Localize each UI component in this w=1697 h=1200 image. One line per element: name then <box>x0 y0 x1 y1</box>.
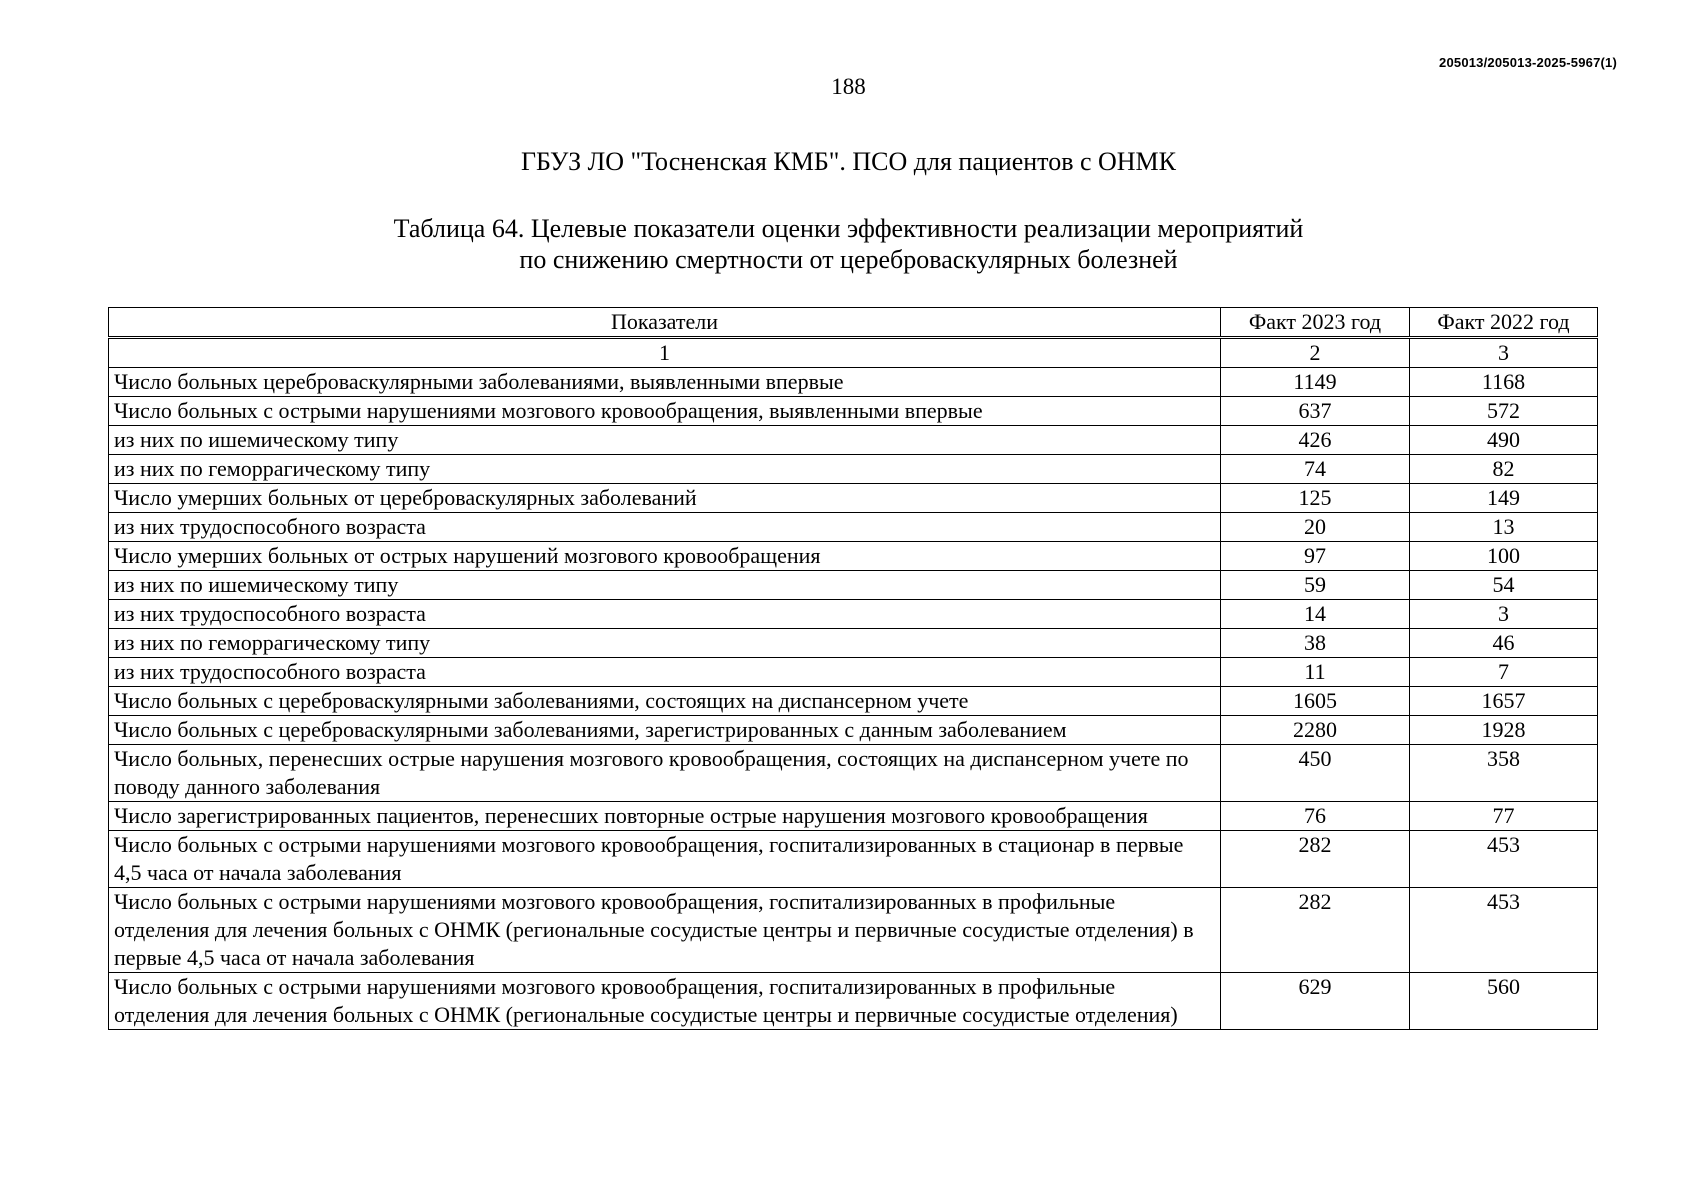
indicator-cell: из них по геморрагическому типу <box>109 629 1221 658</box>
fact-2023-cell: 76 <box>1221 802 1410 831</box>
fact-2022-cell: 560 <box>1410 973 1598 1030</box>
table-row <box>109 455 1598 484</box>
fact-2023-cell: 20 <box>1221 513 1410 542</box>
fact-2022-cell: 46 <box>1410 629 1598 658</box>
column-number-row <box>109 338 1598 368</box>
fact-2022-cell: 1168 <box>1410 368 1598 397</box>
table-row <box>109 484 1598 513</box>
column-number-3: 3 <box>1410 338 1598 368</box>
fact-2022-cell: 358 <box>1410 745 1598 802</box>
fact-2023-cell: 1605 <box>1221 687 1410 716</box>
fact-2023-cell: 2280 <box>1221 716 1410 745</box>
fact-2023-cell: 59 <box>1221 571 1410 600</box>
table-row <box>109 397 1598 426</box>
table-row <box>109 513 1598 542</box>
table-title <box>0 213 1697 275</box>
fact-2023-cell: 629 <box>1221 973 1410 1030</box>
fact-2023-cell: 125 <box>1221 484 1410 513</box>
indicator-cell: из них трудоспособного возраста <box>109 600 1221 629</box>
table-row <box>109 426 1598 455</box>
indicator-cell: из них трудоспособного возраста <box>109 658 1221 687</box>
indicator-cell: Число больных, перенесших острые нарушения мозгового кровообращения, состоящих на диспансерном учете по поводу данного заболевания <box>109 745 1221 802</box>
header-indicators: Показатели <box>109 308 1221 338</box>
fact-2023-cell: 14 <box>1221 600 1410 629</box>
indicator-cell: Число больных с острыми нарушениями мозгового кровообращения, госпитализированных в профильные отделения для лечения больных с ОНМК (региональные сосудистые центры и первичные сосудистые отделения) <box>109 973 1221 1030</box>
column-number-2: 2 <box>1221 338 1410 368</box>
fact-2022-cell: 149 <box>1410 484 1598 513</box>
table-row <box>109 571 1598 600</box>
table-header-row <box>109 308 1598 338</box>
indicators-table <box>108 307 1598 1030</box>
page-number: 188 <box>831 74 866 99</box>
column-number-1: 1 <box>109 338 1221 368</box>
indicator-cell: из них трудоспособного возраста <box>109 513 1221 542</box>
fact-2022-cell: 453 <box>1410 831 1598 888</box>
fact-2023-cell: 282 <box>1221 831 1410 888</box>
fact-2022-cell: 7 <box>1410 658 1598 687</box>
fact-2023-cell: 450 <box>1221 745 1410 802</box>
fact-2023-cell: 637 <box>1221 397 1410 426</box>
indicator-cell: Число зарегистрированных пациентов, перенесших повторные острые нарушения мозгового кровообращения <box>109 802 1221 831</box>
indicator-cell: Число больных с острыми нарушениями мозгового кровообращения, госпитализированных в профильные отделения для лечения больных с ОНМК (региональные сосудистые центры и первичные сосудистые отделения) в первые 4,5 часа от начала заболевания <box>109 888 1221 973</box>
fact-2022-cell: 1928 <box>1410 716 1598 745</box>
fact-2023-cell: 282 <box>1221 888 1410 973</box>
fact-2023-cell: 1149 <box>1221 368 1410 397</box>
indicator-cell: Число больных цереброваскулярными заболеваниями, выявленными впервые <box>109 368 1221 397</box>
table-row <box>109 658 1598 687</box>
table-row <box>109 542 1598 571</box>
table-row <box>109 600 1598 629</box>
table-row <box>109 802 1598 831</box>
indicator-cell: Число больных с острыми нарушениями мозгового кровообращения, госпитализированных в стационар в первые 4,5 часа от начала заболевания <box>109 831 1221 888</box>
table-row <box>109 716 1598 745</box>
indicator-cell: из них по ишемическому типу <box>109 571 1221 600</box>
fact-2022-cell: 82 <box>1410 455 1598 484</box>
table-row <box>109 745 1598 802</box>
fact-2023-cell: 74 <box>1221 455 1410 484</box>
table-row <box>109 831 1598 888</box>
fact-2022-cell: 572 <box>1410 397 1598 426</box>
fact-2022-cell: 100 <box>1410 542 1598 571</box>
table-row <box>109 368 1598 397</box>
fact-2022-cell: 1657 <box>1410 687 1598 716</box>
indicator-cell: Число умерших больных от острых нарушений мозгового кровообращения <box>109 542 1221 571</box>
fact-2022-cell: 77 <box>1410 802 1598 831</box>
indicator-cell: Число больных с острыми нарушениями мозгового кровообращения, выявленными впервые <box>109 397 1221 426</box>
indicator-cell: Число больных с цереброваскулярными заболеваниями, зарегистрированных с данным заболеванием <box>109 716 1221 745</box>
fact-2022-cell: 54 <box>1410 571 1598 600</box>
fact-2022-cell: 490 <box>1410 426 1598 455</box>
table-title-line-1: Таблица 64. Целевые показатели оценки эффективности реализации мероприятий <box>393 214 1304 243</box>
fact-2022-cell: 453 <box>1410 888 1598 973</box>
table-row <box>109 629 1598 658</box>
fact-2022-cell: 13 <box>1410 513 1598 542</box>
fact-2022-cell: 3 <box>1410 600 1598 629</box>
fact-2023-cell: 11 <box>1221 658 1410 687</box>
indicator-cell: Число умерших больных от цереброваскулярных заболеваний <box>109 484 1221 513</box>
fact-2023-cell: 38 <box>1221 629 1410 658</box>
table-row <box>109 888 1598 973</box>
fact-2023-cell: 426 <box>1221 426 1410 455</box>
indicator-cell: Число больных с цереброваскулярными заболеваниями, состоящих на диспансерном учете <box>109 687 1221 716</box>
table-row <box>109 687 1598 716</box>
header-fact-2023: Факт 2023 год <box>1221 308 1410 338</box>
fact-2023-cell: 97 <box>1221 542 1410 571</box>
table-row <box>109 973 1598 1030</box>
header-fact-2022: Факт 2022 год <box>1410 308 1598 338</box>
table-title-line-2: по снижению смертности от цереброваскулярных болезней <box>519 245 1178 274</box>
organization-title: ГБУЗ ЛО "Тосненская КМБ". ПСО для пациентов с ОНМК <box>520 147 1177 176</box>
indicator-cell: из них по ишемическому типу <box>109 426 1221 455</box>
document-id: 205013/205013-2025-5967(1) <box>1439 55 1617 70</box>
indicator-cell: из них по геморрагическому типу <box>109 455 1221 484</box>
